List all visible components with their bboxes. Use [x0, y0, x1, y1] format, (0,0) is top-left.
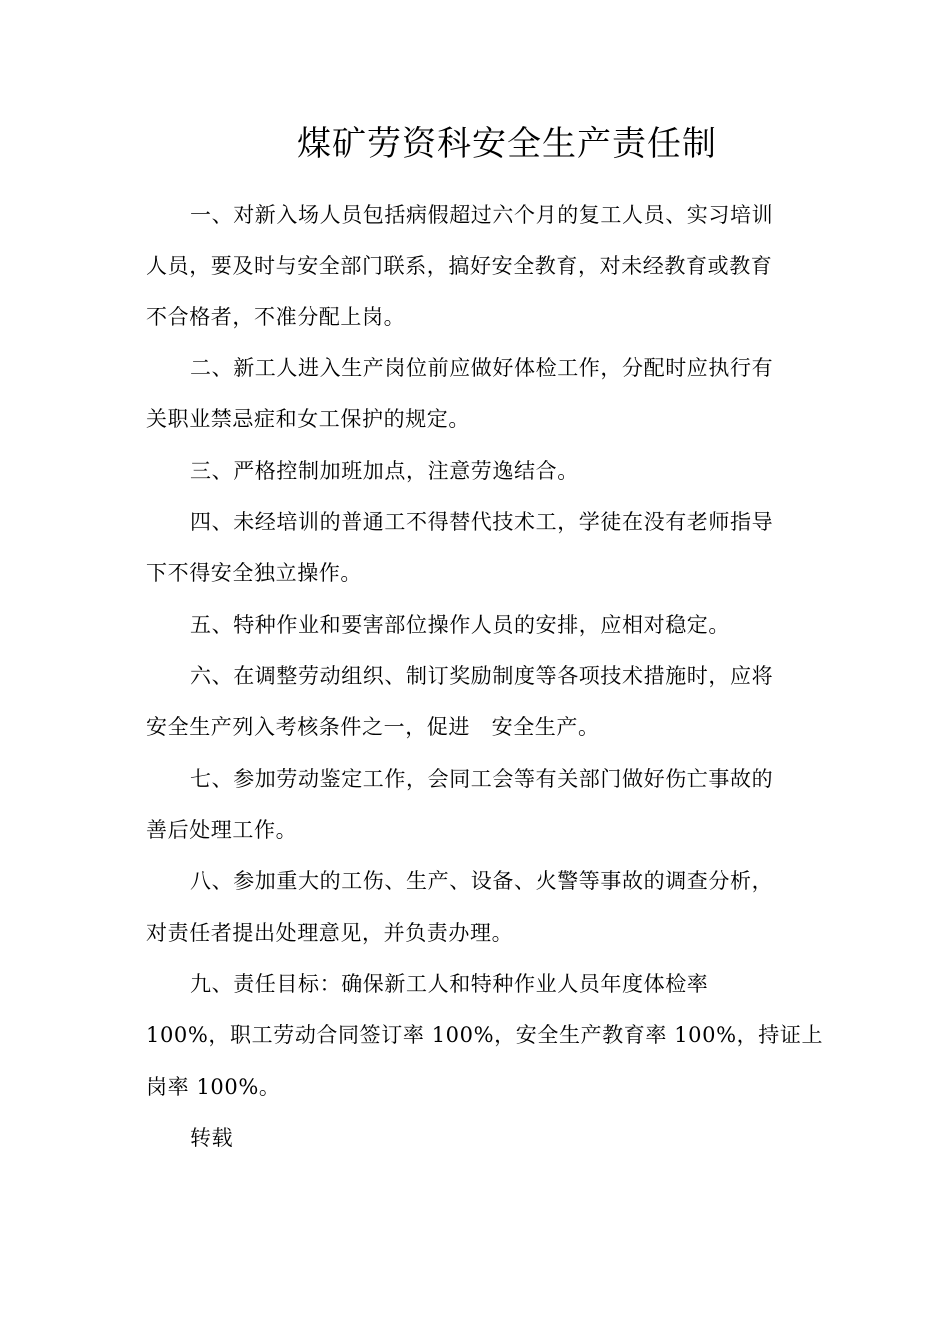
paragraph-9-line-3: 岗率 100%。 — [146, 1075, 281, 1099]
paragraph-4-line-1: 四、未经培训的普通工不得替代技术工，学徒在没有老师指导 — [190, 510, 774, 534]
paragraph-5-line-1: 五、特种作业和要害部位操作人员的安排，应相对稳定。 — [190, 613, 730, 637]
paragraph-9-line-2: 100%，职工劳动合同签订率 100%，安全生产教育率 100%，持证上 — [146, 1023, 824, 1047]
paragraph-2-line-2: 关职业禁忌症和女工保护的规定。 — [146, 407, 470, 431]
reprint-note: 转载 — [190, 1126, 234, 1150]
paragraph-1-line-1: 一、对新入场人员包括病假超过六个月的复工人员、实习培训 — [190, 203, 774, 227]
paragraph-8-line-2: 对责任者提出处理意见，并负责办理。 — [146, 921, 514, 945]
document-title: 煤矿劳资科安全生产责任制 — [297, 124, 717, 164]
paragraph-2-line-1: 二、新工人进入生产岗位前应做好体检工作，分配时应执行有 — [190, 356, 774, 380]
paragraph-6-line-2: 安全生产列入考核条件之一，促进 安全生产。 — [146, 715, 600, 739]
paragraph-1-line-3: 不合格者，不准分配上岗。 — [146, 305, 406, 329]
paragraph-4-line-2: 下不得安全独立操作。 — [146, 561, 362, 585]
paragraph-6-line-1: 六、在调整劳动组织、制订奖励制度等各项技术措施时，应将 — [190, 664, 774, 688]
paragraph-3-line-1: 三、严格控制加班加点，注意劳逸结合。 — [190, 459, 579, 483]
paragraph-9-line-1: 九、责任目标：确保新工人和特种作业人员年度体检率 — [190, 972, 709, 996]
paragraph-7-line-1: 七、参加劳动鉴定工作，会同工会等有关部门做好伤亡事故的 — [190, 767, 774, 791]
paragraph-1-line-2: 人员，要及时与安全部门联系，搞好安全教育，对未经教育或教育 — [146, 254, 773, 278]
paragraph-7-line-2: 善后处理工作。 — [146, 818, 298, 842]
paragraph-8-line-1: 八、参加重大的工伤、生产、设备、火警等事故的调查分析， — [190, 869, 774, 893]
